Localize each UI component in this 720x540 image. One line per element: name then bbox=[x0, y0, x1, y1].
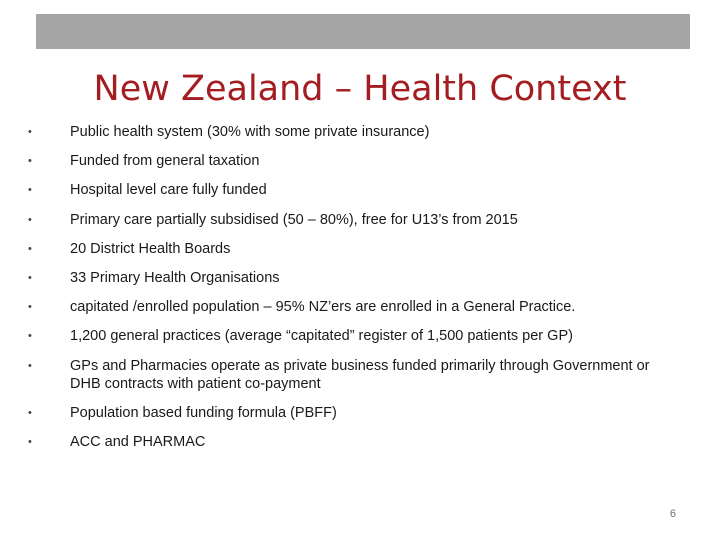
bullet-item bbox=[28, 123, 668, 141]
bullet-text: capitated /enrolled population – 95% NZ’ers are enrolled in a General Practice. bbox=[70, 299, 576, 316]
page-number: 6 bbox=[669, 508, 676, 520]
bullet-dot-icon: • bbox=[28, 359, 32, 372]
bullet-dot-icon: • bbox=[28, 406, 32, 419]
bullet-text: 33 Primary Health Organisations bbox=[70, 269, 280, 286]
bullet-text: Public health system (30% with some private insurance) bbox=[70, 124, 430, 140]
bullet-item bbox=[28, 298, 668, 316]
bullet-item bbox=[28, 240, 668, 258]
bullet-dot-icon: • bbox=[28, 330, 32, 343]
bullet-text: 20 District Health Boards bbox=[70, 240, 231, 257]
bullet-text: ACC and PHARMAC bbox=[70, 433, 206, 450]
bullet-item bbox=[28, 357, 668, 393]
bullet-item bbox=[28, 211, 668, 229]
bullet-text: 1,200 general practices (average “capitated” register of 1,500 patients per GP) bbox=[70, 328, 573, 345]
bullet-text: GPs and Pharmacies operate as private business funded primarily through Government or DHB contracts with patient co-payment bbox=[70, 357, 650, 392]
bullet-dot-icon: • bbox=[28, 271, 32, 284]
bullet-text: Primary care partially subsidised (50 – 80%), free for U13’s from 2015 bbox=[70, 211, 518, 228]
bullet-dot-icon: • bbox=[28, 435, 32, 448]
bullet-text: Funded from general taxation bbox=[70, 153, 260, 170]
bullet-text: Hospital level care fully funded bbox=[70, 182, 267, 199]
bullet-dot-icon: • bbox=[28, 301, 32, 314]
bullet-dot-icon: • bbox=[28, 155, 32, 168]
bullet-list bbox=[28, 123, 668, 462]
bullet-item bbox=[28, 152, 668, 170]
bullet-text: Population based funding formula (PBFF) bbox=[70, 404, 337, 421]
header-bar bbox=[36, 14, 690, 49]
bullet-item bbox=[28, 433, 668, 451]
bullet-item bbox=[28, 327, 668, 345]
bullet-dot-icon: • bbox=[28, 126, 32, 138]
bullet-item bbox=[28, 181, 668, 199]
slide-title: New Zealand – Health Context bbox=[93, 69, 627, 109]
bullet-item bbox=[28, 269, 668, 287]
bullet-dot-icon: • bbox=[28, 184, 32, 197]
bullet-dot-icon: • bbox=[28, 213, 32, 226]
bullet-item bbox=[28, 404, 668, 422]
bullet-dot-icon: • bbox=[28, 242, 32, 255]
